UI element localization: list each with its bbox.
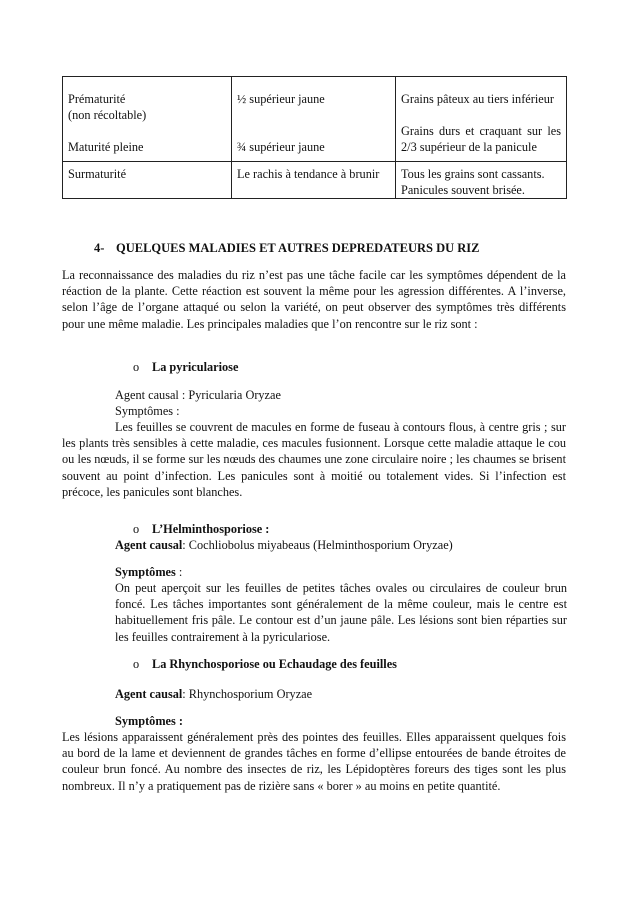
bullet-marker: o [133,522,140,536]
disease-description: Les lésions apparaissent généralement près des pointes des feuilles. Elles apparaissent quelques fois au bord de la lame et deviennent de grandes tâches en forme d’ellipse entourées de bande étroites de couleur brun foncé. Au nombre des insectes de riz, les Lépidoptères foreurs des tiges sont les plus nombreux. Il n’y a pratiquement pas de rizière sans « borer » au moins en petite quantité. [62,730,566,793]
disease-title-text: L’Helminthosporiose : [152,522,270,536]
bullet-marker: o [133,360,140,374]
panicle-color: ½ supérieur jaune [237,92,325,106]
table-cell-stage [63,161,232,198]
section-title: QUELQUES MALADIES ET AUTRES DEPREDATEURS DU RIZ [116,241,480,255]
causal-agent-label: Agent causal [115,538,183,552]
disease-title-pyriculariose [133,359,238,375]
causal-agent-label: Agent causal [115,687,183,701]
causal-agent-value: : Rhynchosporium Oryzae [182,687,313,701]
symptoms-label: Symptômes [115,565,176,579]
stage-name: Maturité pleine [68,140,144,155]
causal-agent-value: : Cochliobolus miyabeaus (Helminthosporium Oryzae) [182,538,453,552]
disease-title-helminthosporiose [133,521,269,537]
grain-state: Tous les grains sont cassants. Panicules souvent brisée. [401,166,545,197]
panicle-color: Le rachis à tendance à brunir [237,166,380,181]
disease-title-text: La Rhynchosporiose ou Echaudage des feuilles [152,657,397,671]
intro-paragraph: La reconnaissance des maladies du riz n’est pas une tâche facile car les symptômes dépendent de la réaction de la plante. Cette réaction est souvent la même pour les agression différentes. A l’inverse, selon l’âge de l’organe attaqué ou selon la variété, on peut observer des symptômes très différents pour une même maladie. Les principales maladies que l’on rencontre sur le riz sont : [62,268,566,331]
table-cell-panicle [232,77,396,162]
table-cell-stage [63,77,232,162]
bullet-marker: o [133,657,140,671]
symptoms-label: Symptômes : [115,404,180,418]
section-heading [94,240,574,256]
table-row [63,161,567,198]
stage-note: (non récoltable) [68,108,147,123]
causal-agent-line [115,537,453,553]
disease-title-text: La pyriculariose [152,360,239,374]
section-number: 4- [94,241,105,255]
disease-description: On peut aperçoit sur les feuilles de petites tâches ovales ou circulaires de couleur brun foncé. Les tâches importantes sont généralement de la même couleur, mais le centre est habituellement fris pâle. Le contour est d’un jaune pâle. Les lésions sont bien réparties sur les feuilles contrairement à la pyriculariose. [115,581,567,644]
symptoms-label: Symptômes : [115,714,183,728]
table-cell-panicle [232,161,396,198]
disease-description: Les feuilles se couvrent de macules en forme de fuseau à contours flous, à centre gris ; sur les plants très sensibles à cette maladie, ces macules fusionnent. Lorsque cette maladie attaque le cou ou les nœuds, il se forme sur les nœuds des chaumes une zone circulaire noire ; les chaumes se brisent souvent au point d’infection. Les panicules sont à moitié ou totalement vides. Si l’infection est précoce, les panicules sont blanches. [62,420,566,499]
stage-name: Prématurité [68,92,126,106]
disease-title-rhynchosporiose [133,656,397,672]
panicle-color: ¾ supérieur jaune [237,140,325,155]
symptoms-heading [115,713,183,729]
maturity-stage-table [62,76,567,199]
table-row [63,77,567,162]
table-cell-grains [396,161,567,198]
grain-state: Grains pâteux au tiers inférieur [401,92,554,106]
grain-state: Grains durs et craquant sur les 2/3 supérieur de la panicule [401,124,561,155]
symptoms-heading [115,564,182,580]
causal-agent-line [115,686,312,702]
stage-name: Surmaturité [68,166,127,181]
table-cell-grains [396,77,567,162]
causal-agent-line: Agent causal : Pyricularia Oryzae [115,388,281,402]
symptoms-suffix: : [175,565,183,579]
